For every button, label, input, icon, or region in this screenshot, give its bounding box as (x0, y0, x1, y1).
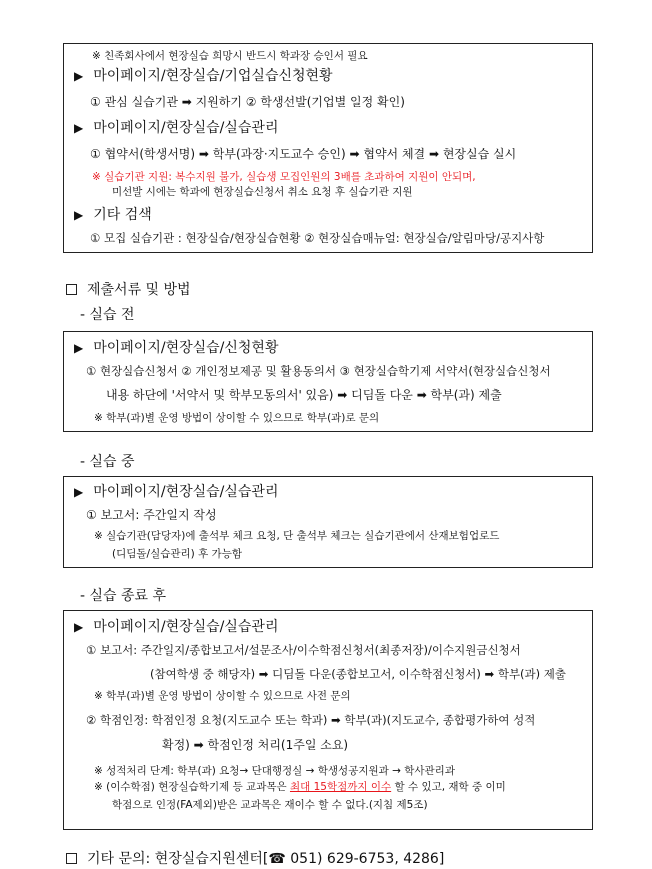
note-not-selected: 미선발 시에는 학과에 현장실습신청서 취소 요청 후 실습기관 지원 (112, 186, 413, 198)
triangle-bullet-icon: ▶ (74, 208, 84, 222)
note-inquire-department: ※ 학부(과)별 운영 방법이 상이할 수 있으므로 학부(과)로 문의 (94, 412, 380, 424)
note-inquire-beforehand: ※ 학부(과)별 운영 방법이 상이할 수 있으므로 사전 문의 (94, 690, 351, 702)
box-before-practice (63, 331, 593, 432)
line-credit-processing: 확정) ➡ 학점인정 처리(1주일 소요) (162, 738, 349, 752)
triangle-bullet-icon: ▶ (74, 485, 84, 499)
box-application (63, 43, 593, 253)
heading-practice-management-3: ▶ 마이페이지/현장실습/실습관리 (74, 619, 279, 635)
line-final-reports: ① 보고서: 주간일지/종합보고서/설문조사/이수학점신청서(최종저장)/이수지원금신청서 (86, 643, 521, 657)
heading-practice-management-2: ▶ 마이페이지/현장실습/실습관리 (74, 484, 279, 500)
heading-application-status-2: ▶ 마이페이지/현장실습/신청현황 (74, 340, 279, 356)
box-during-practice (63, 476, 593, 568)
line-submit-reports: (참여학생 중 해당자) ➡ 디딤돌 다운(종합보고서, 이수학점신청서) ➡ 학부(과) 제출 (150, 667, 567, 681)
triangle-bullet-icon: ▶ (74, 341, 84, 355)
note-multiple-apply-warning: ※ 실습기관 지원: 복수지원 불가, 실습생 모집인원의 3배를 초과하여 지원이 안되며, (92, 171, 476, 183)
line-credit-recognition: ② 학점인정: 학점인정 요청(지도교수 또는 학과) ➡ 학부(과)(지도교수, 종합평가하여 성적 (86, 713, 536, 727)
line-required-documents: ① 현장실습신청서 ② 개인정보제공 및 활용동의서 ③ 현장실습학기제 서약서(현장실습신청서 (86, 364, 551, 378)
subtitle-during-practice: - 실습 중 (80, 454, 135, 470)
contact-line: 기타 문의: 현장실습지원센터[☎ 051) 629-6753, 4286] (66, 848, 444, 868)
triangle-bullet-icon: ▶ (74, 69, 84, 83)
note-credit-limit: ※ (이수학점) 현장실습학기제 등 교과목은 최대 15학점까지 이수 할 수 있고, 재학 중 이미 (94, 781, 506, 793)
phone-icon: ☎ (268, 851, 286, 867)
heading-practice-management: ▶ 마이페이지/현장실습/실습관리 (74, 120, 279, 136)
checkbox-square-icon (66, 853, 77, 864)
heading-application-status: ▶ 마이페이지/현장실습/기업실습신청현황 (74, 68, 333, 84)
note-attendance-check: ※ 실습기관(담당자)에 출석부 체크 요청, 단 출석부 체크는 실습기관에서 산재보험업로드 (94, 530, 500, 542)
line-interest-org: ① 관심 실습기관 ➡ 지원하기 ② 학생선발(기업별 일정 확인) (90, 95, 405, 109)
box-after-practice (63, 610, 593, 830)
checkbox-square-icon (66, 284, 77, 295)
triangle-bullet-icon: ▶ (74, 121, 84, 135)
note-related-company: ※ 친족회사에서 현장실습 희망시 반드시 학과장 승인서 필요 (92, 50, 368, 62)
note-no-retake: 학점으로 인정(FA제외)받은 교과목은 재이수 할 수 없다.(지침 제5조) (112, 799, 428, 811)
heading-other-search: ▶ 기타 검색 (74, 207, 152, 223)
line-search-paths: ① 모집 실습기관 : 현장실습/현장실습현황 ② 현장실습매뉴얼: 현장실습/알림마당/공지사항 (90, 231, 545, 245)
credit-limit-highlight: 최대 15학점까지 이수 (289, 781, 392, 793)
line-weekly-log: ① 보고서: 주간일지 작성 (86, 508, 217, 522)
line-agreement: ① 협약서(학생서명) ➡ 학부(과장·지도교수 승인) ➡ 협약서 체결 ➡ 현장실습 실시 (90, 147, 517, 161)
note-attendance-available: (디딤돌/실습관리) 후 가능함 (112, 548, 242, 560)
triangle-bullet-icon: ▶ (74, 620, 84, 634)
subtitle-after-practice: - 실습 종료 후 (80, 588, 167, 604)
section-title-documents: 제출서류 및 방법 (66, 279, 191, 299)
line-submit-documents: 내용 하단에 '서약서 및 학부모동의서' 있음) ➡ 디딤돌 다운 ➡ 학부(과) 제출 (106, 388, 502, 402)
note-grade-steps: ※ 성적처리 단계: 학부(과) 요청→ 단대행정실 → 학생성공지원과 → 학사관리과 (94, 765, 455, 777)
subtitle-before-practice: - 실습 전 (80, 307, 135, 323)
